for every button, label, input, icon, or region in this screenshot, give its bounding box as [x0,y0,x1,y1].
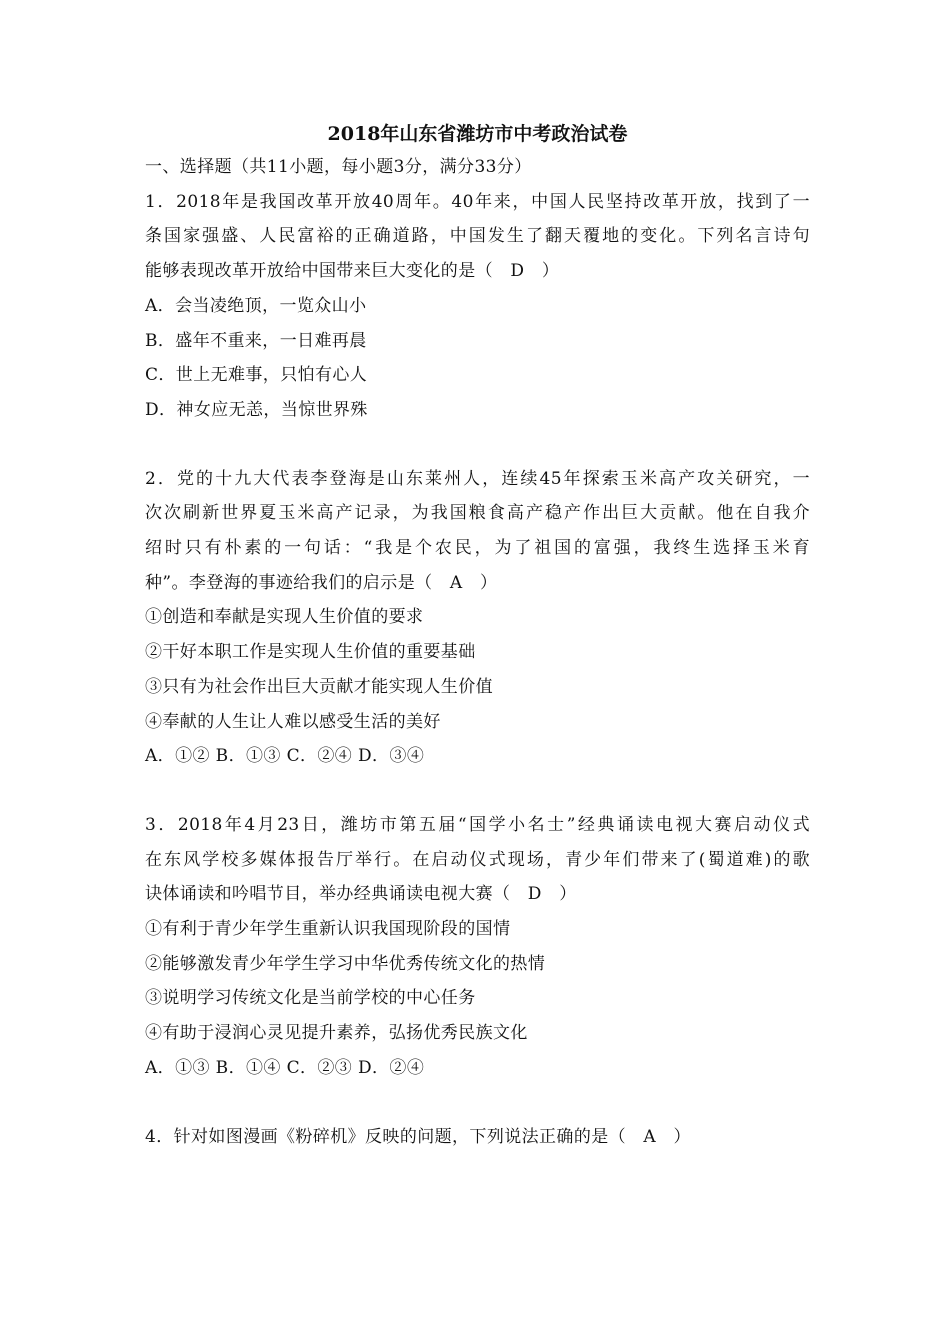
question-stem-line: 种”。李登海的事迹给我们的启示是（ A ） [145,572,498,593]
question-stem-line: 4．针对如图漫画《粉碎机》反映的问题，下列说法正确的是（ A ） [145,1126,691,1147]
question-stem-line: 次次刷新世界夏玉米高产记录，为我国粮食高产稳产作出巨大贡献。他在自我介 [145,503,810,524]
answer-option: A．会当凌绝顶，一览众山小 [145,295,367,316]
exam-page [145,118,810,1154]
question-stem-line: 绍时只有朴素的一句话：“我是个农民，为了祖国的富强，我终生选择玉米育 [145,538,810,559]
question-stem-line: 能够表现改革开放给中国带来巨大变化的是（ D ） [145,261,560,282]
page-title: 2018年山东省潍坊市中考政治试卷 [327,123,628,145]
answer-option: D．神女应无恙，当惊世界殊 [145,399,368,420]
answer-option: ①创造和奉献是实现人生价值的要求 [145,607,424,628]
question-stem-line: 诀体诵读和吟唱节目，举办经典诵读电视大赛（ D ） [145,884,577,905]
question-4 [145,1120,810,1155]
question-spacer [145,774,810,808]
question-stem-line: 在东风学校多媒体报告厅举行。在启动仪式现场，青少年们带来了(蜀道难)的歌 [145,849,810,870]
answer-option: C．世上无难事，只怕有心人 [145,365,368,386]
question-1 [145,185,810,428]
answer-option: ④奉献的人生让人难以感受生活的美好 [145,711,441,732]
answer-option: B．盛年不重来，一日难再晨 [145,330,367,351]
answer-option: ③说明学习传统文化是当前学校的中心任务 [145,988,476,1009]
answer-choices: A．①③ B．①④ C．②③ D．②④ [145,1057,425,1078]
answer-choices: A．①② B．①③ C．②④ D．③④ [145,746,425,767]
section-heading: 一、选择题（共11小题，每小题3分，满分33分） [145,157,532,177]
question-stem-line: 1．2018年是我国改革开放40周年。40年来，中国人民坚持改革开放，找到了一 [145,191,810,212]
answer-option: ①有利于青少年学生重新认识我国现阶段的国情 [145,919,511,940]
question-spacer [145,428,810,462]
question-2 [145,462,810,774]
answer-option: ④有助于浸润心灵见提升素养，弘扬优秀民族文化 [145,1023,528,1044]
question-stem-line: 条国家强盛、人民富裕的正确道路，中国发生了翻天覆地的变化。下列名言诗句 [145,226,810,247]
question-stem-line: 2．党的十九大代表李登海是山东莱州人，连续45年探索玉米高产攻关研究，一 [145,468,810,489]
answer-option: ③只有为社会作出巨大贡献才能实现人生价值 [145,676,493,697]
question-stem-line: 3．2018年4月23日，潍坊市第五届“国学小名士”经典诵读电视大赛启动仪式 [145,814,810,835]
answer-option: ②干好本职工作是实现人生价值的重要基础 [145,642,476,663]
answer-option: ②能够激发青少年学生学习中华优秀传统文化的热情 [145,953,546,974]
question-3 [145,808,810,1086]
question-spacer [145,1086,810,1120]
